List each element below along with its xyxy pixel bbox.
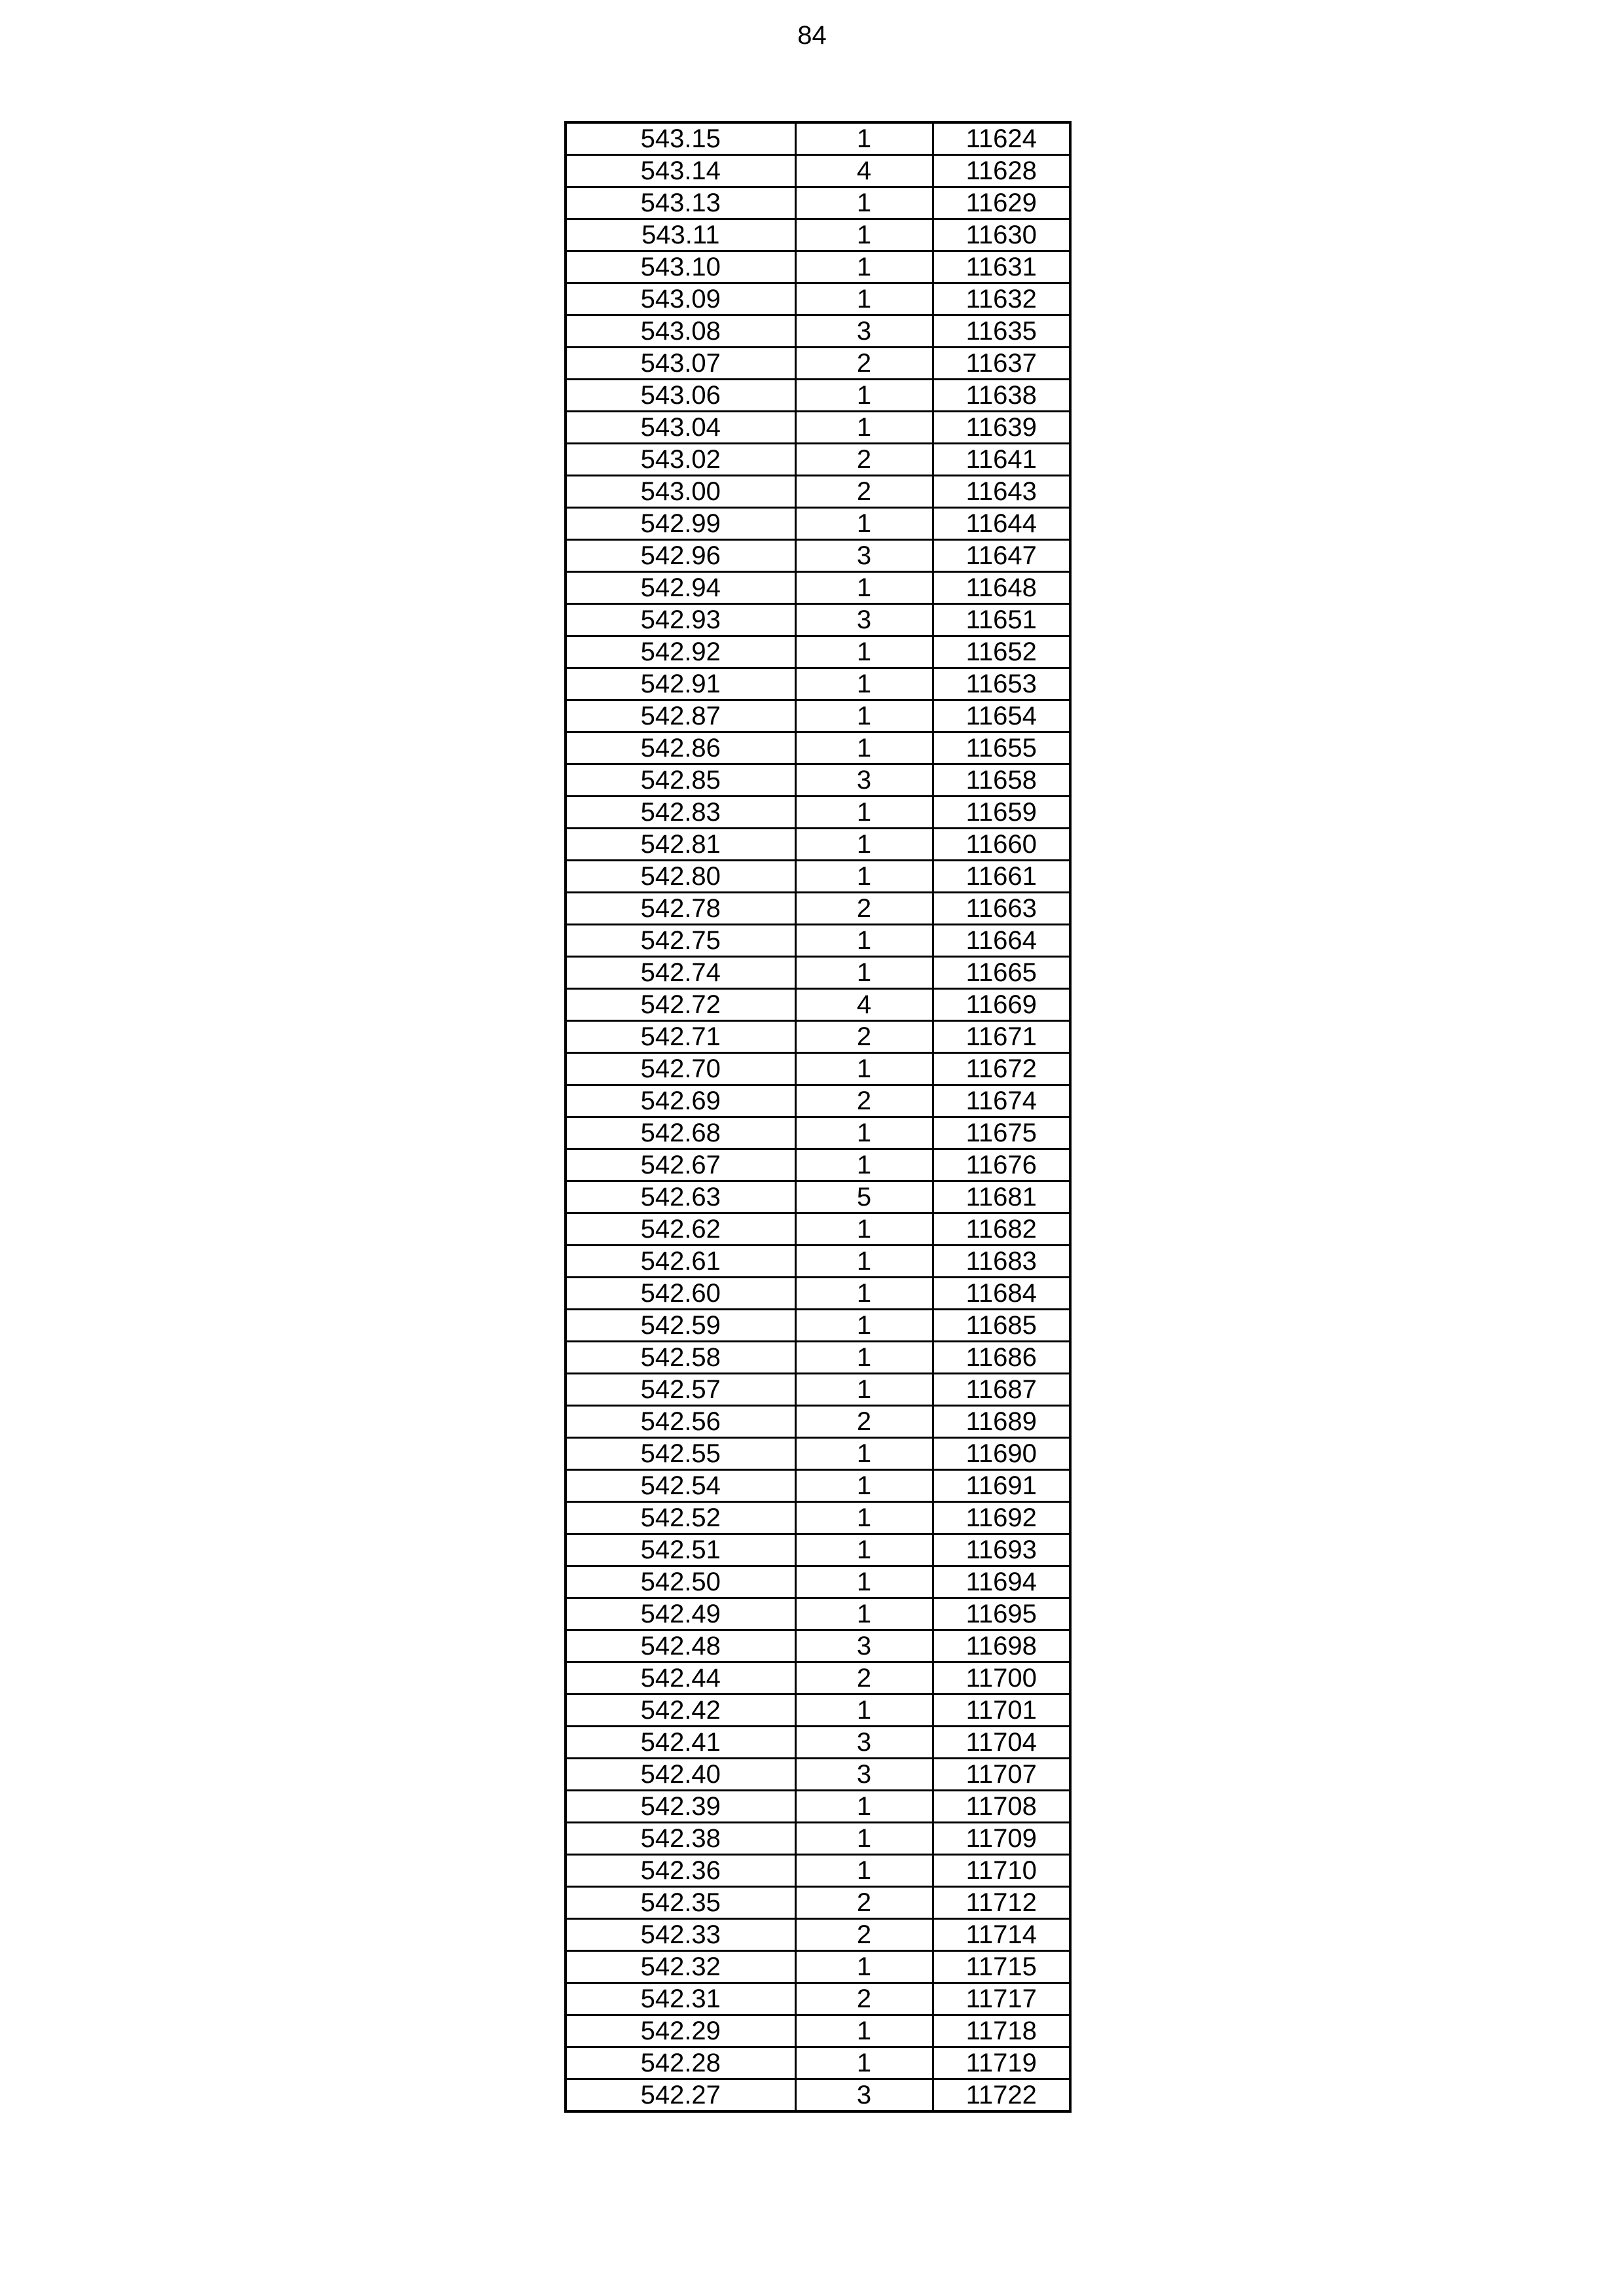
count-cell: 1 bbox=[795, 1374, 933, 1406]
count-cell: 1 bbox=[795, 1438, 933, 1470]
count-cell: 2 bbox=[795, 1406, 933, 1438]
table-row bbox=[566, 251, 1070, 283]
value-cell: 542.40 bbox=[566, 1759, 795, 1791]
value-cell: 542.49 bbox=[566, 1598, 795, 1630]
value-cell: 542.69 bbox=[566, 1085, 795, 1117]
count-cell: 1 bbox=[795, 797, 933, 829]
value-cell: 542.94 bbox=[566, 572, 795, 604]
count-cell: 1 bbox=[795, 251, 933, 283]
count-cell: 2 bbox=[795, 348, 933, 380]
cumulative-cell: 11659 bbox=[933, 797, 1070, 829]
table-row bbox=[566, 1085, 1070, 1117]
count-cell: 1 bbox=[795, 1213, 933, 1246]
cumulative-cell: 11708 bbox=[933, 1791, 1070, 1823]
value-cell: 542.32 bbox=[566, 1951, 795, 1983]
value-cell: 542.33 bbox=[566, 1919, 795, 1951]
cumulative-cell: 11693 bbox=[933, 1534, 1070, 1566]
table-row bbox=[566, 957, 1070, 989]
count-cell: 1 bbox=[795, 700, 933, 732]
value-cell: 542.36 bbox=[566, 1855, 795, 1887]
cumulative-cell: 11676 bbox=[933, 1149, 1070, 1181]
count-cell: 3 bbox=[795, 604, 933, 636]
value-cell: 542.28 bbox=[566, 2047, 795, 2079]
table-row bbox=[566, 283, 1070, 315]
table-row bbox=[566, 412, 1070, 444]
count-cell: 1 bbox=[795, 1117, 933, 1149]
table-row bbox=[566, 1727, 1070, 1759]
cumulative-cell: 11665 bbox=[933, 957, 1070, 989]
count-cell: 1 bbox=[795, 861, 933, 893]
table-row bbox=[566, 2047, 1070, 2079]
count-cell: 1 bbox=[795, 1470, 933, 1502]
cumulative-cell: 11690 bbox=[933, 1438, 1070, 1470]
value-cell: 543.00 bbox=[566, 476, 795, 508]
cumulative-cell: 11624 bbox=[933, 122, 1070, 155]
table-row bbox=[566, 925, 1070, 957]
cumulative-cell: 11647 bbox=[933, 540, 1070, 572]
table-row bbox=[566, 1598, 1070, 1630]
count-cell: 4 bbox=[795, 155, 933, 187]
value-cell: 542.56 bbox=[566, 1406, 795, 1438]
cumulative-cell: 11687 bbox=[933, 1374, 1070, 1406]
count-cell: 1 bbox=[795, 732, 933, 764]
cumulative-cell: 11689 bbox=[933, 1406, 1070, 1438]
table-row bbox=[566, 893, 1070, 925]
cumulative-cell: 11686 bbox=[933, 1342, 1070, 1374]
count-cell: 1 bbox=[795, 1855, 933, 1887]
count-cell: 3 bbox=[795, 764, 933, 797]
cumulative-cell: 11664 bbox=[933, 925, 1070, 957]
value-cell: 542.86 bbox=[566, 732, 795, 764]
value-cell: 542.38 bbox=[566, 1823, 795, 1855]
count-cell: 5 bbox=[795, 1181, 933, 1213]
table-row bbox=[566, 1117, 1070, 1149]
cumulative-cell: 11681 bbox=[933, 1181, 1070, 1213]
count-cell: 1 bbox=[795, 1053, 933, 1085]
cumulative-cell: 11661 bbox=[933, 861, 1070, 893]
table-row bbox=[566, 476, 1070, 508]
table-row bbox=[566, 155, 1070, 187]
cumulative-cell: 11635 bbox=[933, 315, 1070, 348]
table-row bbox=[566, 797, 1070, 829]
value-cell: 542.92 bbox=[566, 636, 795, 668]
cumulative-cell: 11653 bbox=[933, 668, 1070, 700]
table-row bbox=[566, 1662, 1070, 1695]
cumulative-cell: 11637 bbox=[933, 348, 1070, 380]
cumulative-cell: 11704 bbox=[933, 1727, 1070, 1759]
table-row bbox=[566, 1919, 1070, 1951]
value-cell: 542.85 bbox=[566, 764, 795, 797]
value-cell: 543.07 bbox=[566, 348, 795, 380]
value-cell: 542.61 bbox=[566, 1246, 795, 1278]
table-row bbox=[566, 219, 1070, 251]
cumulative-cell: 11714 bbox=[933, 1919, 1070, 1951]
count-cell: 1 bbox=[795, 1502, 933, 1534]
value-cell: 542.62 bbox=[566, 1213, 795, 1246]
count-cell: 2 bbox=[795, 1085, 933, 1117]
cumulative-cell: 11644 bbox=[933, 508, 1070, 540]
value-cell: 542.67 bbox=[566, 1149, 795, 1181]
count-cell: 2 bbox=[795, 1919, 933, 1951]
cumulative-cell: 11639 bbox=[933, 412, 1070, 444]
value-cell: 542.59 bbox=[566, 1310, 795, 1342]
table-row bbox=[566, 732, 1070, 764]
table-row bbox=[566, 1983, 1070, 2015]
cumulative-cell: 11651 bbox=[933, 604, 1070, 636]
count-cell: 1 bbox=[795, 508, 933, 540]
cumulative-cell: 11658 bbox=[933, 764, 1070, 797]
table-row bbox=[566, 1695, 1070, 1727]
value-cell: 542.81 bbox=[566, 829, 795, 861]
table-row bbox=[566, 1630, 1070, 1662]
cumulative-cell: 11712 bbox=[933, 1887, 1070, 1919]
count-cell: 2 bbox=[795, 1021, 933, 1053]
cumulative-cell: 11691 bbox=[933, 1470, 1070, 1502]
table-row bbox=[566, 187, 1070, 219]
table-row bbox=[566, 636, 1070, 668]
table-row bbox=[566, 1951, 1070, 1983]
table-row bbox=[566, 122, 1070, 155]
value-cell: 542.42 bbox=[566, 1695, 795, 1727]
table-row bbox=[566, 668, 1070, 700]
cumulative-cell: 11707 bbox=[933, 1759, 1070, 1791]
value-cell: 542.48 bbox=[566, 1630, 795, 1662]
count-cell: 2 bbox=[795, 1983, 933, 2015]
count-cell: 1 bbox=[795, 2015, 933, 2047]
cumulative-cell: 11638 bbox=[933, 380, 1070, 412]
count-cell: 1 bbox=[795, 1278, 933, 1310]
cumulative-cell: 11663 bbox=[933, 893, 1070, 925]
table-row bbox=[566, 444, 1070, 476]
value-cell: 542.96 bbox=[566, 540, 795, 572]
count-cell: 1 bbox=[795, 2047, 933, 2079]
value-cell: 542.39 bbox=[566, 1791, 795, 1823]
cumulative-cell: 11641 bbox=[933, 444, 1070, 476]
cumulative-cell: 11632 bbox=[933, 283, 1070, 315]
table-row bbox=[566, 1053, 1070, 1085]
table-row bbox=[566, 1855, 1070, 1887]
cumulative-cell: 11631 bbox=[933, 251, 1070, 283]
page-number: 84 bbox=[797, 21, 827, 50]
value-cell: 542.93 bbox=[566, 604, 795, 636]
value-cell: 543.10 bbox=[566, 251, 795, 283]
table-row bbox=[566, 989, 1070, 1021]
count-cell: 1 bbox=[795, 283, 933, 315]
value-cell: 542.29 bbox=[566, 2015, 795, 2047]
value-cell: 542.44 bbox=[566, 1662, 795, 1695]
table-row bbox=[566, 1246, 1070, 1278]
cumulative-cell: 11684 bbox=[933, 1278, 1070, 1310]
table-row bbox=[566, 380, 1070, 412]
count-cell: 1 bbox=[795, 1149, 933, 1181]
value-cell: 543.13 bbox=[566, 187, 795, 219]
value-cell: 542.99 bbox=[566, 508, 795, 540]
cumulative-cell: 11683 bbox=[933, 1246, 1070, 1278]
table-row bbox=[566, 604, 1070, 636]
table-row bbox=[566, 1342, 1070, 1374]
count-cell: 1 bbox=[795, 380, 933, 412]
count-cell: 1 bbox=[795, 829, 933, 861]
count-cell: 1 bbox=[795, 668, 933, 700]
cumulative-cell: 11648 bbox=[933, 572, 1070, 604]
value-cell: 543.15 bbox=[566, 122, 795, 155]
count-cell: 1 bbox=[795, 1342, 933, 1374]
count-cell: 3 bbox=[795, 1630, 933, 1662]
cumulative-cell: 11682 bbox=[933, 1213, 1070, 1246]
count-cell: 1 bbox=[795, 219, 933, 251]
table-row bbox=[566, 764, 1070, 797]
value-cell: 542.83 bbox=[566, 797, 795, 829]
table-row bbox=[566, 1213, 1070, 1246]
table-row bbox=[566, 508, 1070, 540]
value-cell: 542.70 bbox=[566, 1053, 795, 1085]
cumulative-cell: 11722 bbox=[933, 2079, 1070, 2112]
count-cell: 1 bbox=[795, 1246, 933, 1278]
cumulative-cell: 11674 bbox=[933, 1085, 1070, 1117]
cumulative-cell: 11654 bbox=[933, 700, 1070, 732]
cumulative-cell: 11715 bbox=[933, 1951, 1070, 1983]
count-cell: 1 bbox=[795, 1695, 933, 1727]
count-cell: 4 bbox=[795, 989, 933, 1021]
cumulative-cell: 11701 bbox=[933, 1695, 1070, 1727]
cumulative-cell: 11695 bbox=[933, 1598, 1070, 1630]
table-row bbox=[566, 1534, 1070, 1566]
cumulative-cell: 11630 bbox=[933, 219, 1070, 251]
data-table bbox=[564, 121, 1072, 2113]
cumulative-cell: 11719 bbox=[933, 2047, 1070, 2079]
value-cell: 542.72 bbox=[566, 989, 795, 1021]
value-cell: 542.71 bbox=[566, 1021, 795, 1053]
table-row bbox=[566, 2015, 1070, 2047]
table-row bbox=[566, 1470, 1070, 1502]
value-cell: 542.41 bbox=[566, 1727, 795, 1759]
table-row bbox=[566, 1502, 1070, 1534]
cumulative-cell: 11655 bbox=[933, 732, 1070, 764]
value-cell: 542.27 bbox=[566, 2079, 795, 2112]
value-cell: 542.50 bbox=[566, 1566, 795, 1598]
table-row bbox=[566, 1823, 1070, 1855]
cumulative-cell: 11675 bbox=[933, 1117, 1070, 1149]
count-cell: 1 bbox=[795, 957, 933, 989]
table-row bbox=[566, 1021, 1070, 1053]
value-cell: 542.60 bbox=[566, 1278, 795, 1310]
table-row bbox=[566, 1438, 1070, 1470]
count-cell: 1 bbox=[795, 636, 933, 668]
value-cell: 542.51 bbox=[566, 1534, 795, 1566]
value-cell: 542.31 bbox=[566, 1983, 795, 2015]
count-cell: 1 bbox=[795, 1310, 933, 1342]
table-row bbox=[566, 2079, 1070, 2112]
value-cell: 542.52 bbox=[566, 1502, 795, 1534]
table-row bbox=[566, 829, 1070, 861]
table-row bbox=[566, 1887, 1070, 1919]
count-cell: 1 bbox=[795, 1598, 933, 1630]
value-cell: 542.57 bbox=[566, 1374, 795, 1406]
count-cell: 1 bbox=[795, 1791, 933, 1823]
value-cell: 543.11 bbox=[566, 219, 795, 251]
value-cell: 542.63 bbox=[566, 1181, 795, 1213]
count-cell: 3 bbox=[795, 540, 933, 572]
table-row bbox=[566, 1374, 1070, 1406]
table-row bbox=[566, 1566, 1070, 1598]
value-cell: 542.75 bbox=[566, 925, 795, 957]
table-row bbox=[566, 572, 1070, 604]
count-cell: 1 bbox=[795, 925, 933, 957]
value-cell: 543.14 bbox=[566, 155, 795, 187]
table-row bbox=[566, 1310, 1070, 1342]
value-cell: 542.87 bbox=[566, 700, 795, 732]
count-cell: 3 bbox=[795, 2079, 933, 2112]
table-row bbox=[566, 348, 1070, 380]
table-row bbox=[566, 1759, 1070, 1791]
cumulative-cell: 11669 bbox=[933, 989, 1070, 1021]
value-cell: 542.80 bbox=[566, 861, 795, 893]
count-cell: 1 bbox=[795, 412, 933, 444]
value-cell: 542.55 bbox=[566, 1438, 795, 1470]
value-cell: 542.35 bbox=[566, 1887, 795, 1919]
cumulative-cell: 11692 bbox=[933, 1502, 1070, 1534]
value-cell: 542.74 bbox=[566, 957, 795, 989]
value-cell: 542.91 bbox=[566, 668, 795, 700]
value-cell: 542.68 bbox=[566, 1117, 795, 1149]
cumulative-cell: 11698 bbox=[933, 1630, 1070, 1662]
cumulative-cell: 11710 bbox=[933, 1855, 1070, 1887]
table-body bbox=[566, 122, 1070, 2111]
table-row bbox=[566, 1406, 1070, 1438]
table-row bbox=[566, 1278, 1070, 1310]
table-row bbox=[566, 1791, 1070, 1823]
cumulative-cell: 11652 bbox=[933, 636, 1070, 668]
count-cell: 2 bbox=[795, 893, 933, 925]
value-cell: 542.58 bbox=[566, 1342, 795, 1374]
count-cell: 2 bbox=[795, 444, 933, 476]
table-row bbox=[566, 1149, 1070, 1181]
value-cell: 543.04 bbox=[566, 412, 795, 444]
count-cell: 2 bbox=[795, 1887, 933, 1919]
count-cell: 1 bbox=[795, 122, 933, 155]
cumulative-cell: 11629 bbox=[933, 187, 1070, 219]
count-cell: 1 bbox=[795, 187, 933, 219]
count-cell: 1 bbox=[795, 1951, 933, 1983]
table-row bbox=[566, 861, 1070, 893]
cumulative-cell: 11672 bbox=[933, 1053, 1070, 1085]
count-cell: 1 bbox=[795, 572, 933, 604]
value-cell: 542.78 bbox=[566, 893, 795, 925]
cumulative-cell: 11694 bbox=[933, 1566, 1070, 1598]
value-cell: 543.09 bbox=[566, 283, 795, 315]
cumulative-cell: 11685 bbox=[933, 1310, 1070, 1342]
count-cell: 2 bbox=[795, 476, 933, 508]
value-cell: 543.08 bbox=[566, 315, 795, 348]
cumulative-cell: 11643 bbox=[933, 476, 1070, 508]
cumulative-cell: 11671 bbox=[933, 1021, 1070, 1053]
count-cell: 3 bbox=[795, 1727, 933, 1759]
cumulative-cell: 11709 bbox=[933, 1823, 1070, 1855]
table-row bbox=[566, 1181, 1070, 1213]
cumulative-cell: 11717 bbox=[933, 1983, 1070, 2015]
table-row bbox=[566, 315, 1070, 348]
cumulative-cell: 11700 bbox=[933, 1662, 1070, 1695]
count-cell: 3 bbox=[795, 315, 933, 348]
value-cell: 542.54 bbox=[566, 1470, 795, 1502]
value-cell: 543.06 bbox=[566, 380, 795, 412]
table-row bbox=[566, 700, 1070, 732]
count-cell: 1 bbox=[795, 1823, 933, 1855]
value-cell: 543.02 bbox=[566, 444, 795, 476]
table-row bbox=[566, 540, 1070, 572]
cumulative-cell: 11660 bbox=[933, 829, 1070, 861]
count-cell: 3 bbox=[795, 1759, 933, 1791]
cumulative-cell: 11718 bbox=[933, 2015, 1070, 2047]
count-cell: 1 bbox=[795, 1566, 933, 1598]
cumulative-cell: 11628 bbox=[933, 155, 1070, 187]
count-cell: 1 bbox=[795, 1534, 933, 1566]
count-cell: 2 bbox=[795, 1662, 933, 1695]
